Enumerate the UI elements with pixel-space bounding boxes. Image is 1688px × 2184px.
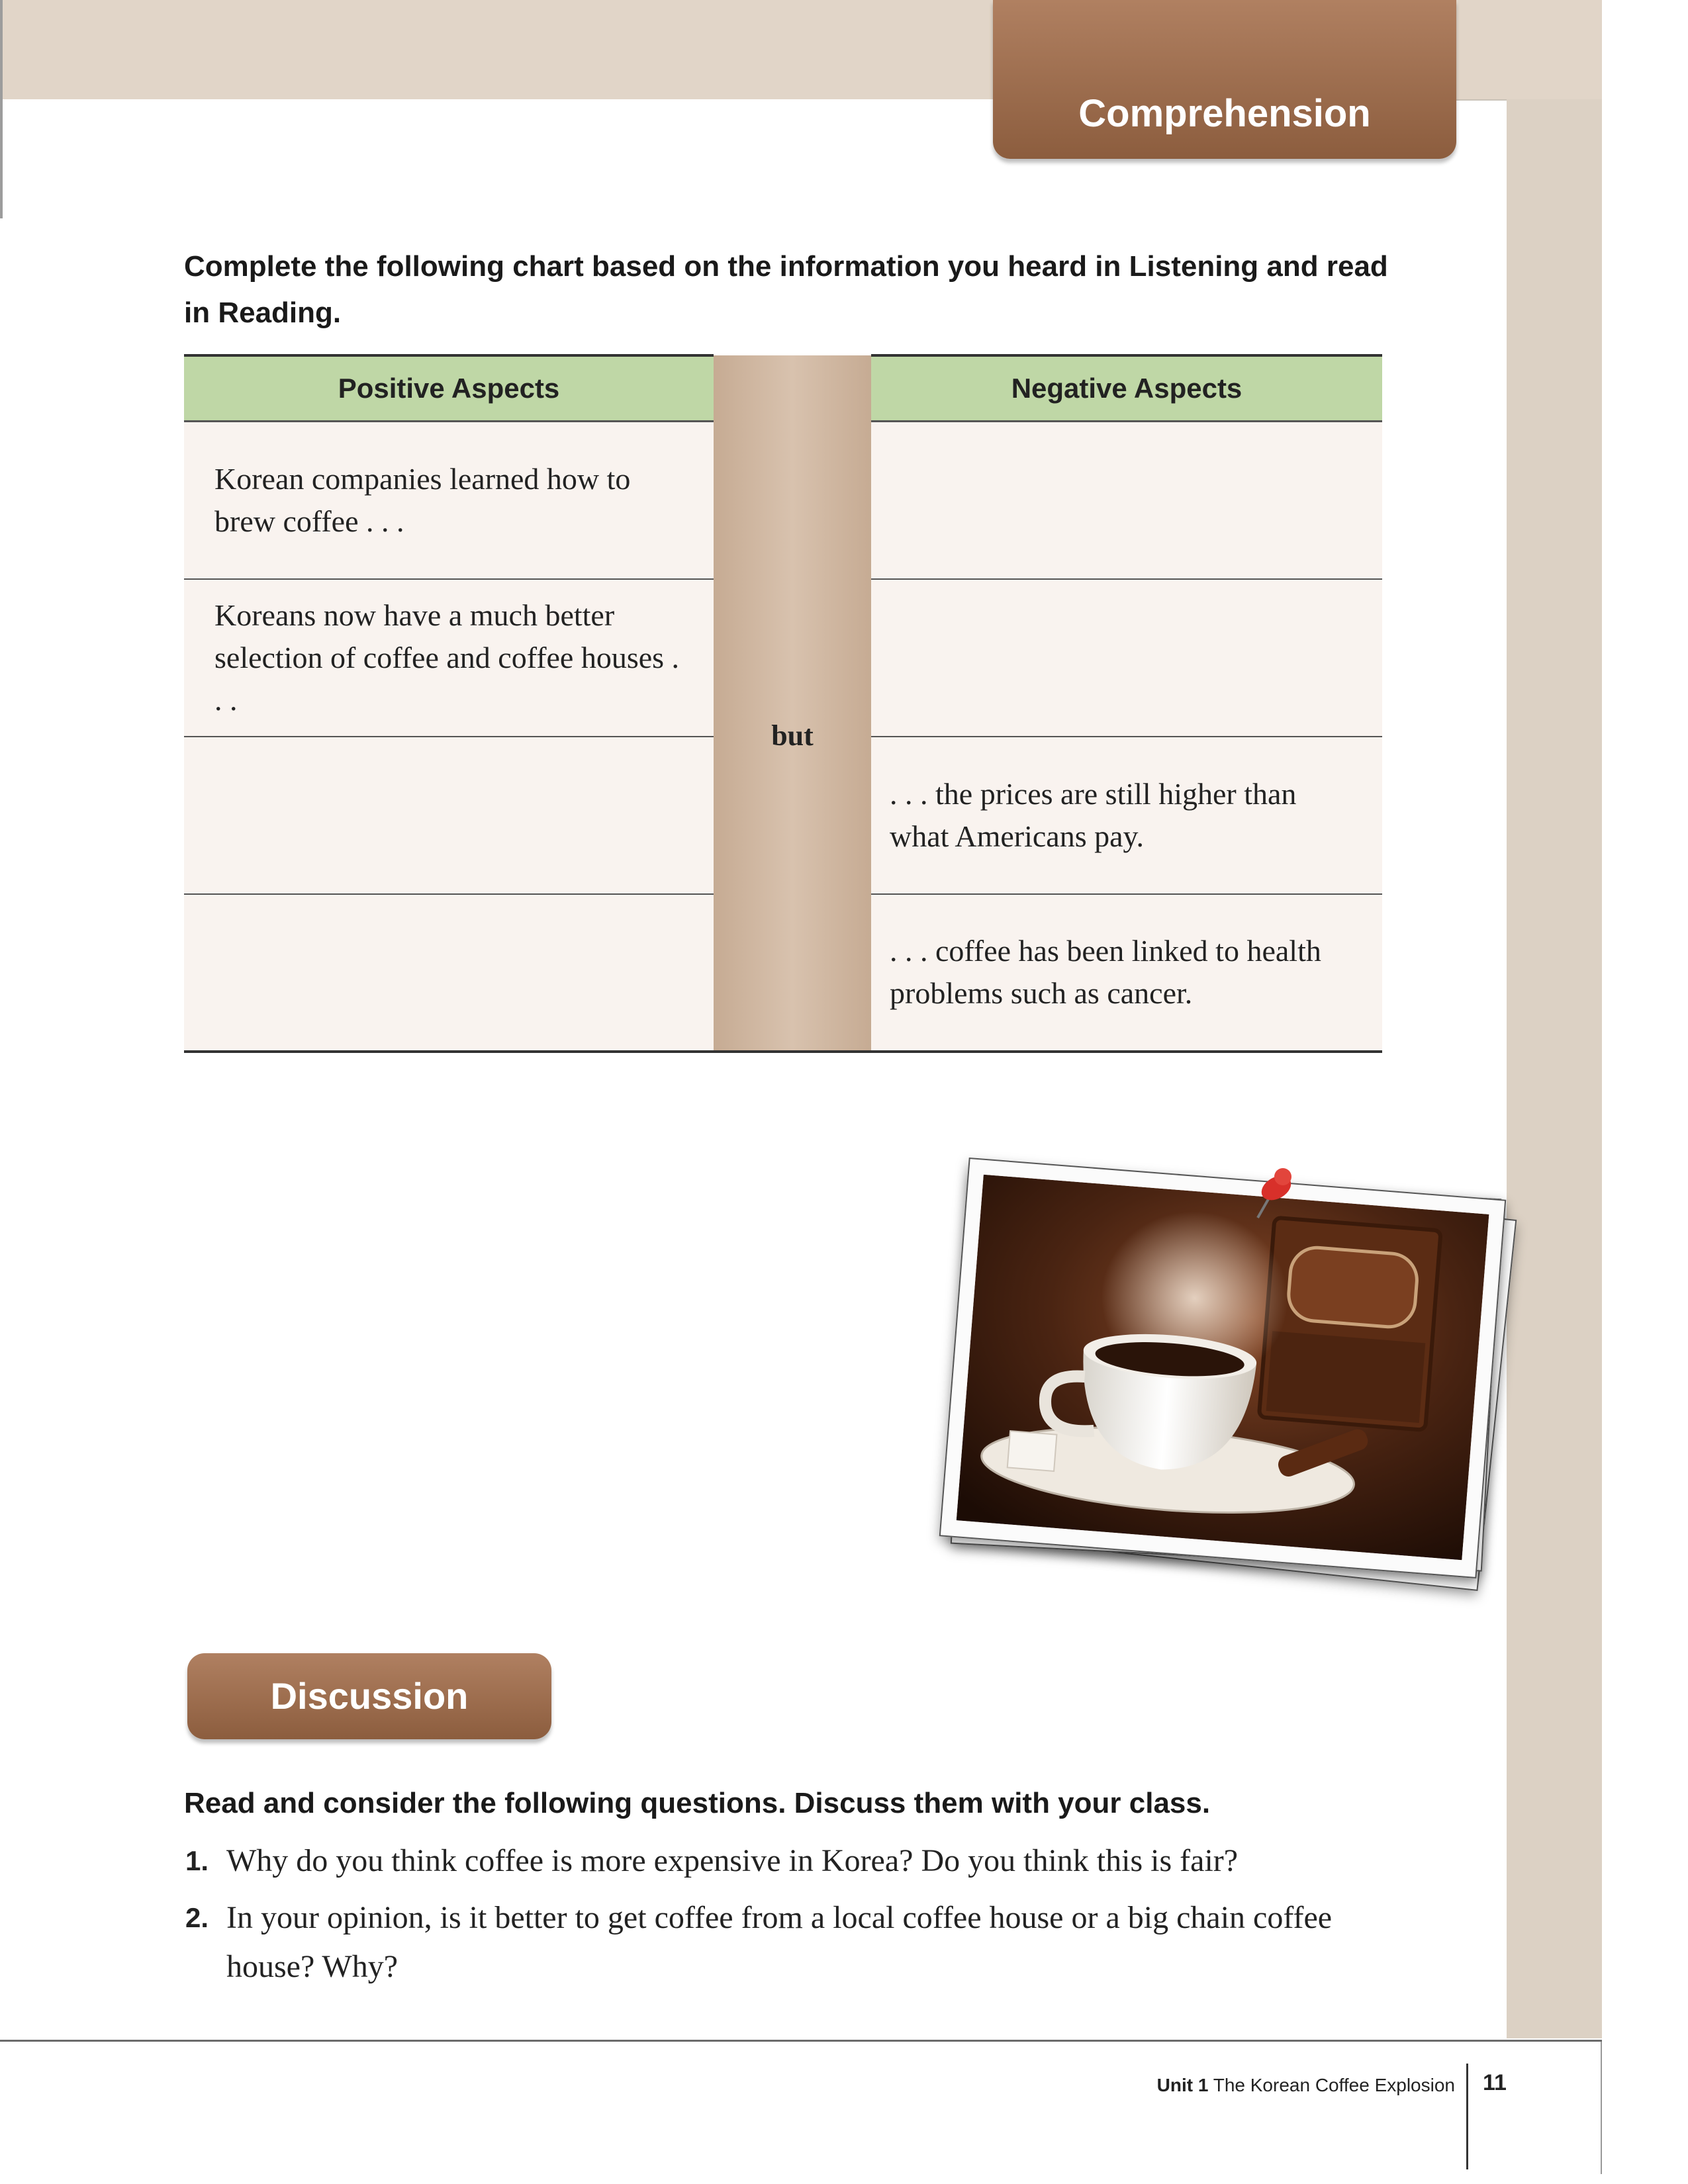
negative-cell: . . . coffee has been linked to health problems such as cancer. — [871, 894, 1382, 1052]
discussion-questions — [185, 1837, 1350, 1999]
coffee-photo — [933, 1165, 1549, 1621]
discussion-tab — [187, 1653, 551, 1739]
footer-rule — [0, 2040, 1602, 2042]
positive-cell[interactable] — [184, 737, 714, 894]
list-item — [185, 1893, 1350, 1991]
left-edge-rule — [0, 0, 3, 218]
footer-right-rule — [1601, 2042, 1602, 2174]
comprehension-instruction: Complete the following chart based on the information you heard in Listening and read in Reading. — [184, 250, 1388, 329]
comprehension-tab — [993, 0, 1456, 159]
question-number: 2. — [185, 1902, 209, 1933]
right-decorative-band — [1507, 99, 1602, 2038]
positive-cell: Koreans now have a much better selection of coffee and coffee houses . . . — [184, 579, 714, 737]
coffee-cup-image — [957, 1175, 1489, 1561]
footer-unit: Unit 1 — [1156, 2075, 1209, 2095]
list-item — [185, 1837, 1350, 1886]
positive-cell[interactable] — [184, 894, 714, 1052]
positive-aspects-header: Positive Aspects — [184, 355, 714, 422]
negative-cell[interactable] — [871, 579, 1382, 737]
comprehension-tab-label: Comprehension — [1078, 92, 1371, 135]
negative-aspects-header: Negative Aspects — [871, 355, 1382, 422]
footer-separator — [1466, 2064, 1468, 2169]
negative-cell: . . . the prices are still higher than what Americans pay. — [871, 737, 1382, 894]
table-row — [184, 422, 1382, 579]
question-number: 1. — [185, 1845, 209, 1876]
connector-header — [714, 355, 871, 422]
discussion-instruction: Read and consider the following questions. Discuss them with your class. — [184, 1787, 1211, 1819]
footer-title: The Korean Coffee Explosion — [1213, 2075, 1455, 2095]
footer-unit-title — [1157, 2075, 1455, 2096]
question-text: In your opinion, is it better to get coffee from a local coffee house or a big chain coffee house? Why? — [226, 1900, 1333, 1984]
chart-header-row — [184, 355, 1382, 422]
aspects-chart — [184, 354, 1382, 1053]
pushpin-icon — [1244, 1165, 1297, 1224]
positive-cell: Korean companies learned how to brew coffee . . . — [184, 422, 714, 579]
negative-cell[interactable] — [871, 422, 1382, 579]
question-text: Why do you think coffee is more expensive in Korea? Do you think this is fair? — [226, 1843, 1239, 1878]
connector-cell: but — [714, 422, 871, 1052]
discussion-tab-label: Discussion — [270, 1675, 469, 1717]
photo-front — [939, 1158, 1507, 1578]
page-number: 11 — [1483, 2070, 1507, 2095]
